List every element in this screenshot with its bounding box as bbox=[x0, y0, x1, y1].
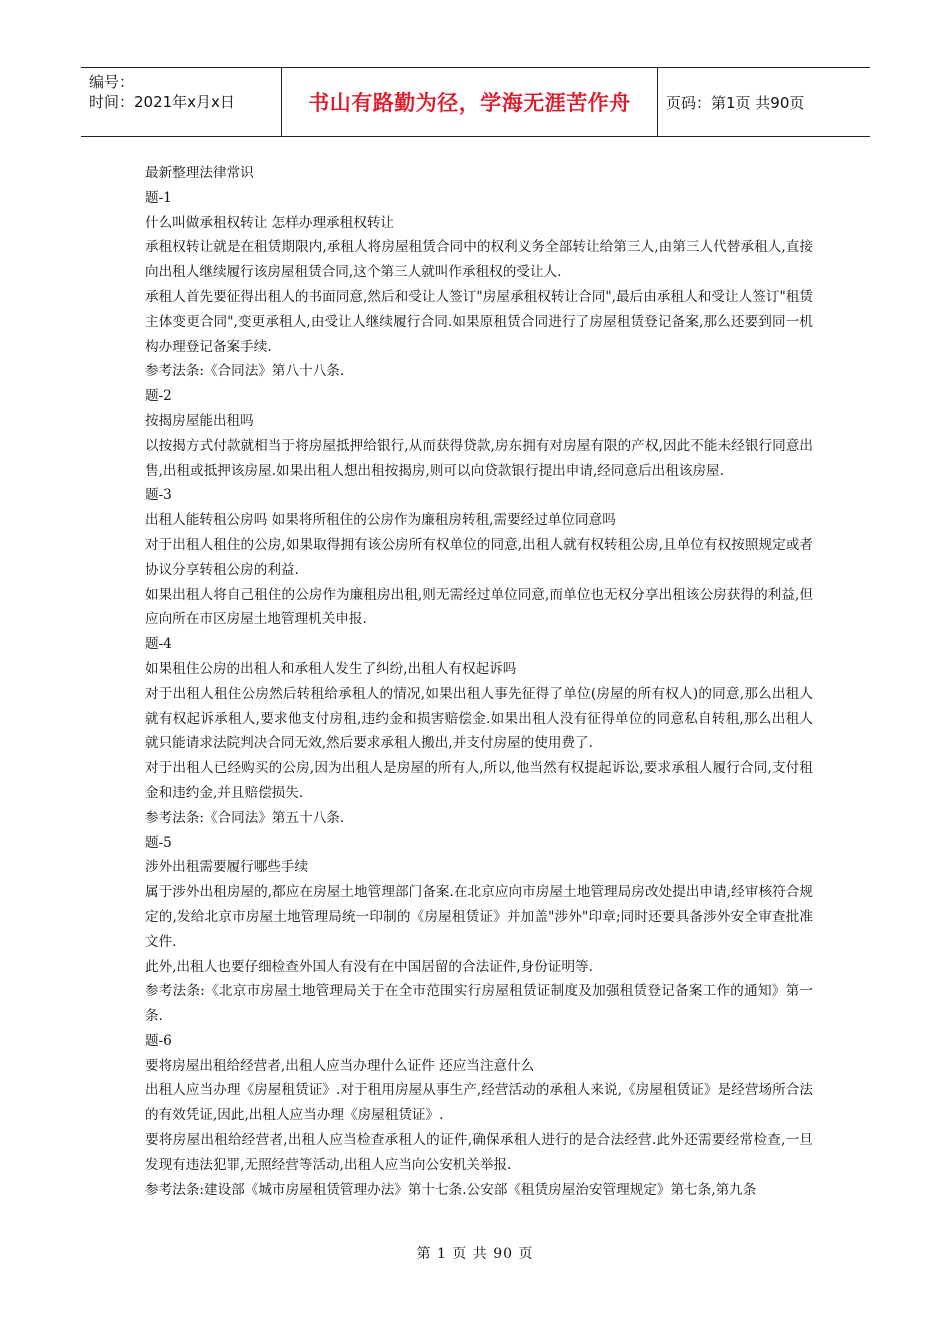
paragraph: 对于出租人已经购买的公房,因为出租人是房屋的所有人,所以,他当然有权提起诉讼,要求承租人履行合同,支付租金和违约金,并且赔偿损失. bbox=[145, 760, 813, 801]
paragraph: 出租人应当办理《房屋租赁证》.对于租用房屋从事生产,经营活动的承租人来说,《房屋租赁证》是经营场所合法的有效凭证,因此,出租人应当办理《房屋租赁证》. bbox=[145, 1082, 813, 1124]
paragraph: 承租权转让就是在租赁期限内,承租人将房屋租赁合同中的权利义务全部转让给第三人,由第三人代替承租人,直接向出租人继续履行该房屋租赁合同,这个第三人就叫作承租权的受让人. bbox=[145, 239, 813, 281]
paragraph: 参考法条:《北京市房屋土地管理局关于在全市范围实行房屋租赁证制度及加强租赁登记备案工作的通知》第一条. bbox=[145, 983, 813, 1025]
paragraph: 要将房屋出租给经营者,出租人应当检查承租人的证件,确保承租人进行的是合法经营.此外还需要经常检查,一旦发现有违法犯罪,无照经营等活动,出租人应当向公安机关举报. bbox=[145, 1132, 813, 1173]
document-date-label: 时间：2021年x月x日 bbox=[89, 93, 235, 111]
paragraph: 如果租住公房的出租人和承租人发生了纠纷,出租人有权起诉吗 bbox=[145, 660, 517, 677]
paragraph: 什么叫做承租权转让 怎样办理承租权转让 bbox=[145, 214, 395, 231]
paragraph: 参考法条:《合同法》第五十八条. bbox=[145, 809, 345, 826]
paragraph: 题-4 bbox=[145, 636, 172, 653]
paragraph: 对于出租人租住公房然后转租给承租人的情况,如果出租人事先征得了单位(房屋的所有权人)的同意,那么出租人就有权起诉承租人,要求他支付房租,违约金和损害赔偿金.如果出租人没有征得单位的同意私自转租,那么出租人就只能请求法院判决合同无效,然后要求承租人搬出,并支付房屋的使用费了. bbox=[145, 685, 813, 752]
paragraph: 最新整理法律常识 bbox=[145, 165, 254, 181]
paragraph: 出租人能转租公房吗 如果将所租住的公房作为廉租房转租,需要经过单位同意吗 bbox=[145, 512, 616, 529]
document-number-label: 编号： bbox=[89, 73, 135, 91]
paragraph: 参考法条:《合同法》第八十八条. bbox=[145, 363, 345, 380]
paragraph: 参考法条:建设部《城市房屋租赁管理办法》第十七条.公安部《租赁房屋治安管理规定》第七条,第九条 bbox=[145, 1181, 757, 1198]
paragraph: 题-5 bbox=[145, 834, 172, 851]
document-body bbox=[145, 161, 813, 1202]
paragraph: 题-6 bbox=[145, 1032, 172, 1049]
header-meta bbox=[81, 68, 282, 136]
paragraph: 题-2 bbox=[145, 388, 172, 405]
paragraph: 对于出租人租住的公房,如果取得拥有该公房所有权单位的同意,出租人就有权转租公房,且单位有权按照规定或者协议分享转租公房的利益. bbox=[145, 536, 813, 578]
paragraph: 承租人首先要征得出租人的书面同意,然后和受让人签订"房屋承租权转让合同",最后由承租人和受让人签订"租赁主体变更合同",变更承租人,由受让人继续履行合同.如果原租赁合同进行了房屋租赁登记备案,那么还要到同一机构办理登记备案手续. bbox=[145, 288, 813, 355]
paragraph: 题-3 bbox=[145, 487, 172, 504]
paragraph: 此外,出租人也要仔细检查外国人有没有在中国居留的合法证件,身份证明等. bbox=[145, 958, 593, 975]
page-footer: 第 1 页 共 90 页 bbox=[416, 1246, 534, 1262]
header-page-label: 页码：第1页 共90页 bbox=[666, 93, 805, 112]
paragraph: 题-1 bbox=[145, 189, 172, 206]
paragraph: 属于涉外出租房屋的,都应在房屋土地管理部门备案.在北京应向市房屋土地管理局房改处提出申请,经审核符合规定的,发给北京市房屋土地管理局统一印制的《房屋租赁证》并加盖"涉外"印章;同时还要具备涉外安全审查批准文件. bbox=[145, 884, 813, 950]
header-motto: 书山有路勤为径，学海无涯苦作舟 bbox=[282, 68, 658, 136]
paragraph: 按揭房屋能出租吗 bbox=[145, 412, 254, 429]
paragraph: 要将房屋出租给经营者,出租人应当办理什么证件 还应当注意什么 bbox=[145, 1057, 535, 1074]
paragraph: 以按揭方式付款就相当于将房屋抵押给银行,从而获得贷款,房东拥有对房屋有限的产权,因此不能未经银行同意出售,出租或抵押该房屋.如果出租人想出租按揭房,则可以向贷款银行提出申请,经同意后出租该房屋. bbox=[145, 437, 813, 479]
page-header bbox=[81, 67, 870, 137]
paragraph: 如果出租人将自己租住的公房作为廉租房出租,则无需经过单位同意,而单位也无权分享出租该公房获得的利益,但应向所在市区房屋土地管理机关申报. bbox=[145, 586, 813, 628]
paragraph: 涉外出租需要履行哪些手续 bbox=[145, 859, 309, 876]
